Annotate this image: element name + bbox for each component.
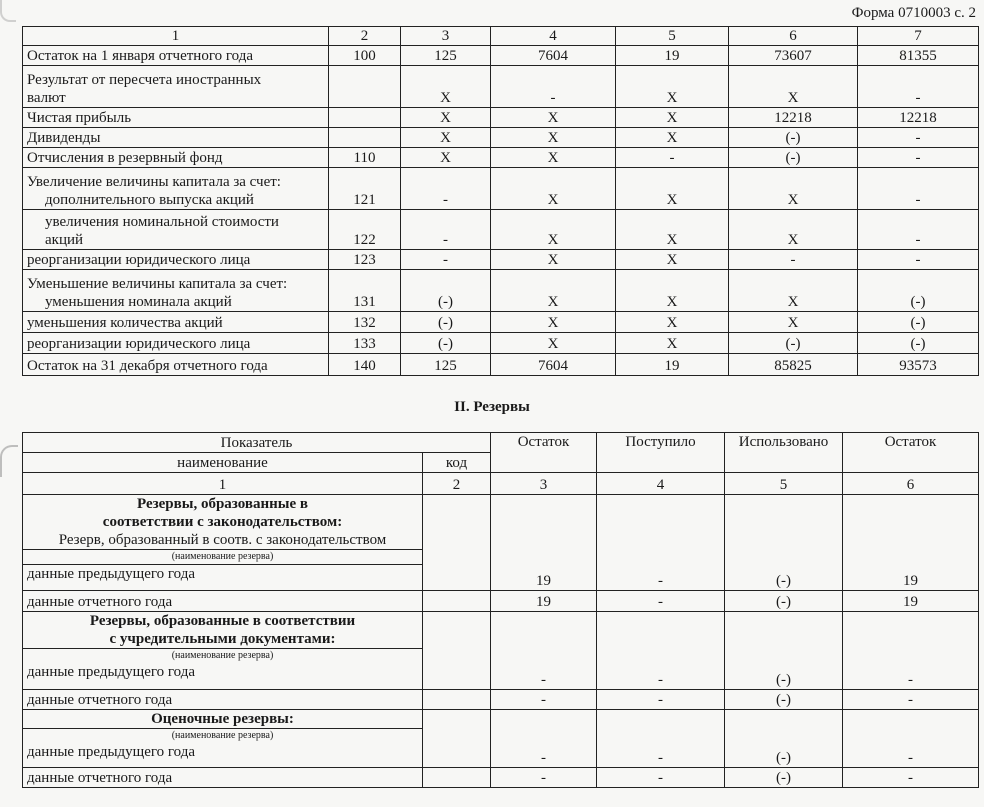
cell: 19 — [843, 495, 979, 591]
row-label: Остаток на 1 января отчетного года — [23, 46, 329, 66]
col-num: 7 — [858, 27, 979, 46]
cell: - — [858, 210, 979, 250]
cell: (-) — [858, 333, 979, 354]
row-code — [329, 108, 401, 128]
cell: X — [616, 210, 729, 250]
cell: - — [843, 768, 979, 788]
row-label-line: Уменьшение величины капитала за счет: — [27, 276, 288, 292]
cell: - — [616, 148, 729, 168]
table-row — [23, 591, 979, 612]
cell — [423, 690, 491, 710]
cell: X — [616, 108, 729, 128]
cell: - — [858, 128, 979, 148]
row-code — [329, 66, 401, 108]
row-label: уменьшения количества акций — [23, 312, 329, 333]
indicator-header: Показатель — [23, 433, 491, 453]
cell: 81355 — [858, 46, 979, 66]
cell: - — [858, 168, 979, 210]
cell: - — [843, 690, 979, 710]
table-row — [23, 148, 979, 168]
col-num: 1 — [23, 473, 423, 495]
col-num: 3 — [491, 473, 597, 495]
row-label — [23, 66, 329, 108]
cell: X — [401, 128, 491, 148]
cell: - — [858, 66, 979, 108]
cell: - — [843, 710, 979, 768]
cell: 125 — [401, 354, 491, 376]
row-label-line: Увеличение величины капитала за счет: — [27, 174, 281, 190]
cell: - — [491, 690, 597, 710]
table-row — [23, 210, 979, 250]
row-label: Дивиденды — [23, 128, 329, 148]
cell: - — [597, 495, 725, 591]
col-num: 1 — [23, 27, 329, 46]
col-num: 4 — [597, 473, 725, 495]
cell: (-) — [401, 312, 491, 333]
cell: - — [491, 768, 597, 788]
cell: (-) — [725, 768, 843, 788]
reserve-group-header — [23, 495, 979, 591]
cell: - — [401, 210, 491, 250]
cell: X — [729, 66, 858, 108]
row-code: 100 — [329, 46, 401, 66]
cell: (-) — [858, 312, 979, 333]
cell — [423, 710, 491, 768]
cell: (-) — [401, 333, 491, 354]
cell: X — [616, 270, 729, 312]
name-header: наименование — [23, 453, 423, 473]
cell: - — [597, 768, 725, 788]
cell: 7604 — [491, 46, 616, 66]
cell: (-) — [725, 612, 843, 690]
table-row — [23, 270, 979, 312]
cell: X — [401, 108, 491, 128]
table-row — [23, 312, 979, 333]
row-label: Остаток на 31 декабря отчетного года — [23, 354, 329, 376]
cell: 125 — [401, 46, 491, 66]
code-header: код — [423, 453, 491, 473]
scan-artifact — [0, 445, 18, 477]
row-label-line: валют — [27, 90, 66, 106]
row-label: данные отчетного года — [23, 768, 423, 788]
cell: X — [491, 148, 616, 168]
cell: X — [491, 168, 616, 210]
used-header: Использовано — [725, 433, 843, 473]
cell: 12218 — [729, 108, 858, 128]
table-row — [23, 690, 979, 710]
cell: X — [729, 312, 858, 333]
cell: X — [491, 270, 616, 312]
group-title-line: соответствии с законодательством: — [102, 514, 343, 530]
table-row — [23, 354, 979, 376]
col-num: 5 — [725, 473, 843, 495]
row-code: 110 — [329, 148, 401, 168]
row-code: 121 — [329, 168, 401, 210]
cell: - — [597, 710, 725, 768]
reserve-name-hint: (наименование резерва) — [23, 728, 422, 743]
cell: - — [597, 690, 725, 710]
table-row — [23, 768, 979, 788]
row-code: 140 — [329, 354, 401, 376]
row-code: 131 — [329, 270, 401, 312]
col-num: 5 — [616, 27, 729, 46]
cell: X — [491, 333, 616, 354]
cell: 12218 — [858, 108, 979, 128]
section-title: II. Резервы — [454, 399, 530, 415]
cell: 19 — [616, 354, 729, 376]
row-label: данные отчетного года — [23, 591, 423, 612]
cell: X — [616, 333, 729, 354]
cell — [423, 768, 491, 788]
group-title-line: Резервы, образованные в — [137, 496, 308, 512]
reserve-name-hint: (наименование резерва) — [23, 648, 422, 663]
cell: X — [491, 312, 616, 333]
cell: X — [491, 210, 616, 250]
cell: X — [491, 108, 616, 128]
cell: 19 — [616, 46, 729, 66]
cell: - — [401, 250, 491, 270]
col-num: 6 — [843, 473, 979, 495]
cell: (-) — [858, 270, 979, 312]
table-row — [23, 66, 979, 108]
reserve-name: Резерв, образованный в соотв. с законодательством — [58, 532, 387, 548]
cell: X — [729, 210, 858, 250]
row-label: Чистая прибыль — [23, 108, 329, 128]
row-label-line: увеличения номинальной стоимости — [45, 214, 279, 230]
reserve-name-hint: (наименование резерва) — [23, 549, 422, 564]
cell: (-) — [725, 690, 843, 710]
cell: 19 — [491, 591, 597, 612]
group-title-line: Оценочные резервы: — [151, 711, 294, 727]
cell: 19 — [491, 495, 597, 591]
col-num: 4 — [491, 27, 616, 46]
cell: X — [491, 128, 616, 148]
row-label: реорганизации юридического лица — [23, 333, 329, 354]
table-row — [23, 168, 979, 210]
cell: 73607 — [729, 46, 858, 66]
row-code: 132 — [329, 312, 401, 333]
cell: X — [729, 168, 858, 210]
cell: (-) — [729, 148, 858, 168]
cell: X — [491, 250, 616, 270]
col-num: 2 — [329, 27, 401, 46]
row-label — [23, 168, 329, 210]
row-label: Отчисления в резервный фонд — [23, 148, 329, 168]
group-title — [23, 612, 423, 690]
cell: X — [729, 270, 858, 312]
row-label-line: уменьшения номинала акций — [45, 294, 232, 310]
header-row — [23, 433, 979, 453]
table-row — [23, 128, 979, 148]
cell — [423, 612, 491, 690]
row-code: 123 — [329, 250, 401, 270]
row-label-line: Результат от пересчета иностранных — [27, 72, 262, 88]
cell: - — [858, 250, 979, 270]
cell: - — [843, 612, 979, 690]
reserve-group-header — [23, 710, 979, 768]
cell — [423, 495, 491, 591]
cell: 93573 — [858, 354, 979, 376]
cell: X — [401, 148, 491, 168]
row-code: 133 — [329, 333, 401, 354]
table-row — [23, 108, 979, 128]
row-label-line: дополнительного выпуска акций — [45, 192, 254, 208]
group-title-line: Резервы, образованные в соответствии — [89, 613, 356, 629]
form-label: Форма 0710003 с. 2 — [851, 5, 976, 21]
row-label: данные предыдущего года — [27, 664, 196, 680]
cell: - — [597, 612, 725, 690]
cell: - — [729, 250, 858, 270]
group-title — [23, 495, 423, 591]
column-number-row — [23, 27, 979, 46]
cell: (-) — [729, 333, 858, 354]
cell: (-) — [725, 495, 843, 591]
cell — [423, 591, 491, 612]
cell: - — [401, 168, 491, 210]
cell: X — [616, 128, 729, 148]
closing-balance-header: Остаток — [843, 433, 979, 473]
reserve-group-header — [23, 612, 979, 690]
received-header: Поступило — [597, 433, 725, 473]
reserves-table — [22, 432, 979, 788]
cell: (-) — [725, 591, 843, 612]
scan-artifact — [0, 0, 16, 22]
row-label — [23, 270, 329, 312]
table-row — [23, 250, 979, 270]
opening-balance-header: Остаток — [491, 433, 597, 473]
cell: (-) — [729, 128, 858, 148]
col-num: 3 — [401, 27, 491, 46]
col-num: 6 — [729, 27, 858, 46]
cell: - — [597, 591, 725, 612]
table-row — [23, 333, 979, 354]
cell: - — [491, 612, 597, 690]
cell: X — [616, 168, 729, 210]
row-label: данные предыдущего года — [27, 744, 196, 760]
cell: - — [491, 66, 616, 108]
cell: 7604 — [491, 354, 616, 376]
cell: - — [858, 148, 979, 168]
cell: - — [491, 710, 597, 768]
row-label-line: акций — [45, 232, 84, 248]
capital-changes-table — [22, 26, 979, 376]
row-label: реорганизации юридического лица — [23, 250, 329, 270]
cell: X — [401, 66, 491, 108]
cell: X — [616, 66, 729, 108]
cell: (-) — [401, 270, 491, 312]
row-label — [23, 210, 329, 250]
column-number-row — [23, 473, 979, 495]
cell: 19 — [843, 591, 979, 612]
row-label: данные отчетного года — [23, 690, 423, 710]
row-code — [329, 128, 401, 148]
cell: X — [616, 312, 729, 333]
group-title — [23, 710, 423, 768]
cell: X — [616, 250, 729, 270]
col-num: 2 — [423, 473, 491, 495]
group-title-line: с учредительными документами: — [109, 631, 336, 647]
row-label: данные предыдущего года — [23, 564, 422, 583]
cell: 85825 — [729, 354, 858, 376]
row-code: 122 — [329, 210, 401, 250]
cell: (-) — [725, 710, 843, 768]
table-row — [23, 46, 979, 66]
